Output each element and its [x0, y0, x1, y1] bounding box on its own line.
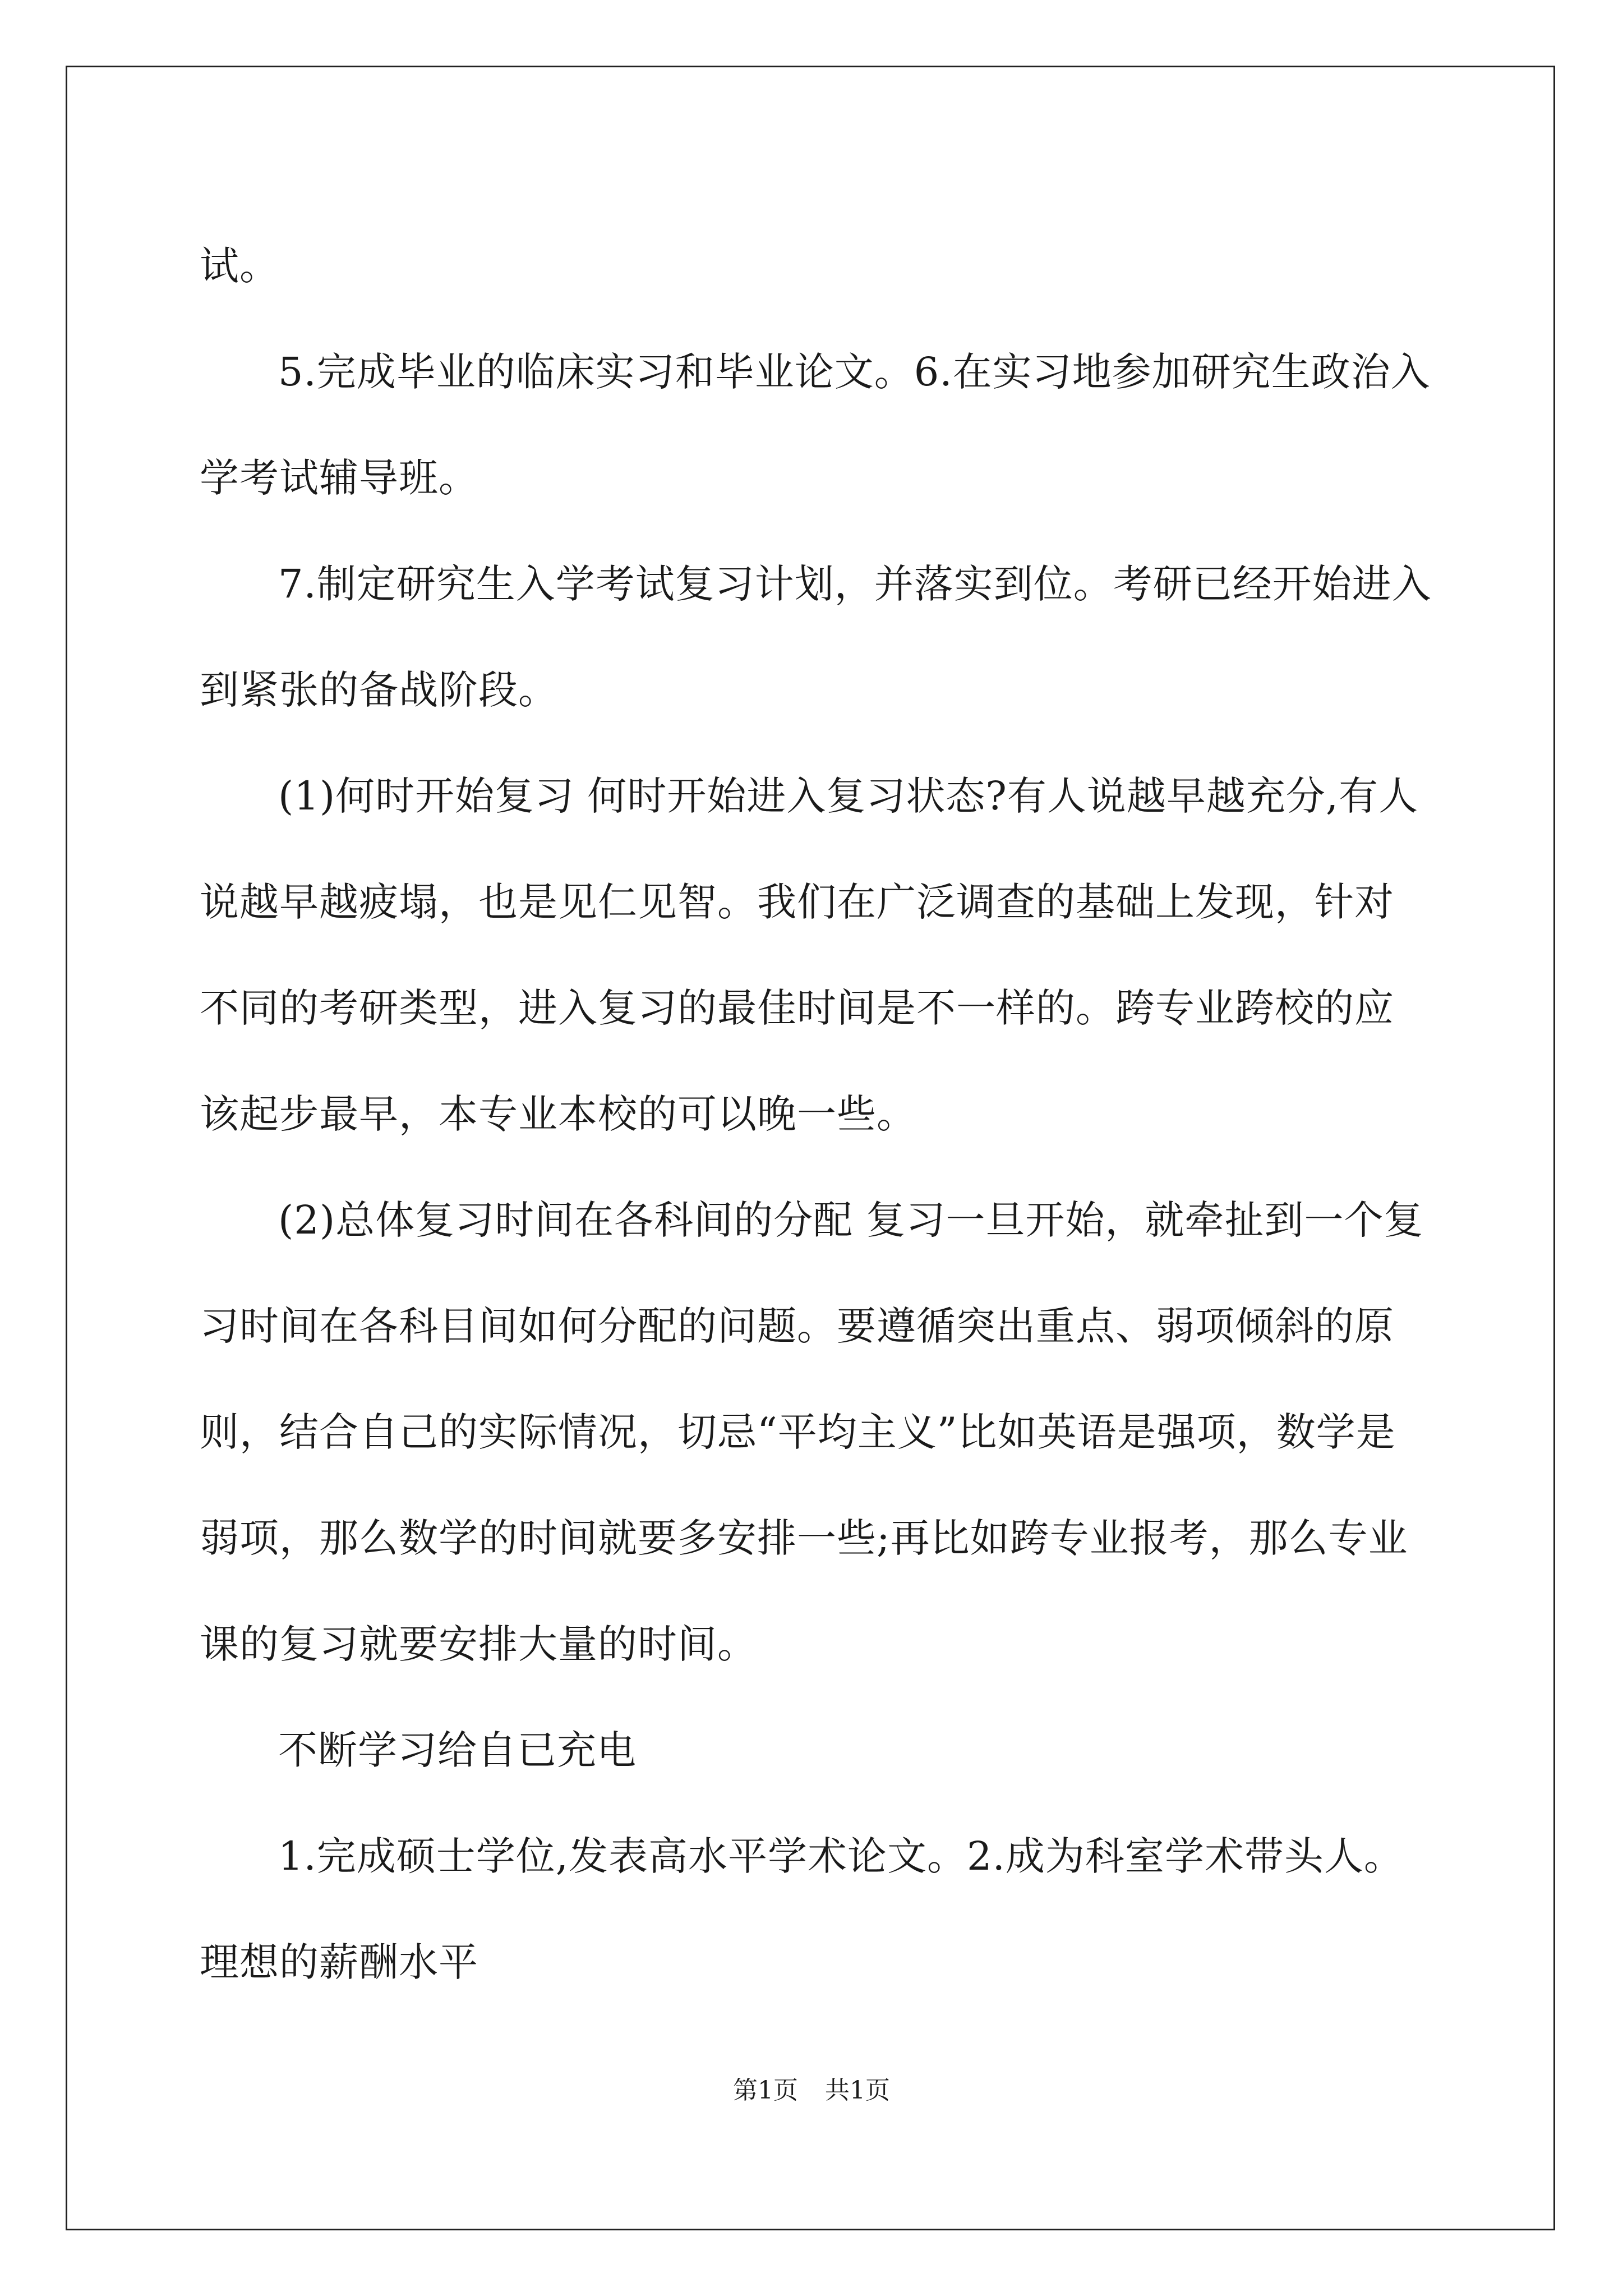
paragraph-1: 试。	[200, 243, 279, 289]
paragraph-2: 5.完成毕业的临床实习和毕业论文。6.在实习地参加研究生政治入学考试辅导班。	[200, 349, 1431, 501]
paragraph-5: (2)总体复习时间在各科间的分配 复习一旦开始，就牵扯到一个复习时间在各科目间如何分配的问题。要遵循突出重点、弱项倾斜的原则，结合自己的实际情况，切忌“平均主义”比如英语是强项，数学是弱项，那么数学的时间就要多安排一些;再比如跨专业报考，那么专业课的复习就要安排大量的时间。	[200, 1197, 1424, 1667]
paragraph-6: 1.完成硕士学位,发表高水平学术论文。2.成为科室学术带头人。理想的薪酬水平	[200, 1833, 1404, 1985]
paragraph-3: 7.制定研究生入学考试复习计划，并落实到位。考研已经开始进入到紧张的备战阶段。	[200, 561, 1432, 713]
page-footer	[0, 2074, 1623, 2108]
document-body	[200, 213, 1433, 2016]
page-total: 共1页	[825, 2076, 890, 2105]
paragraph-4: (1)何时开始复习 何时开始进入复习状态?有人说越早越充分,有人说越早越疲塌，也是见仁见智。我们在广泛调查的基础上发现，针对不同的考研类型，进入复习的最佳时间是不一样的。跨专业跨校的应该起步最早，本专业本校的可以晚一些。	[200, 773, 1419, 1137]
section-heading: 不断学习给自已充电	[278, 1727, 637, 1773]
page-number: 第1页	[733, 2076, 798, 2105]
